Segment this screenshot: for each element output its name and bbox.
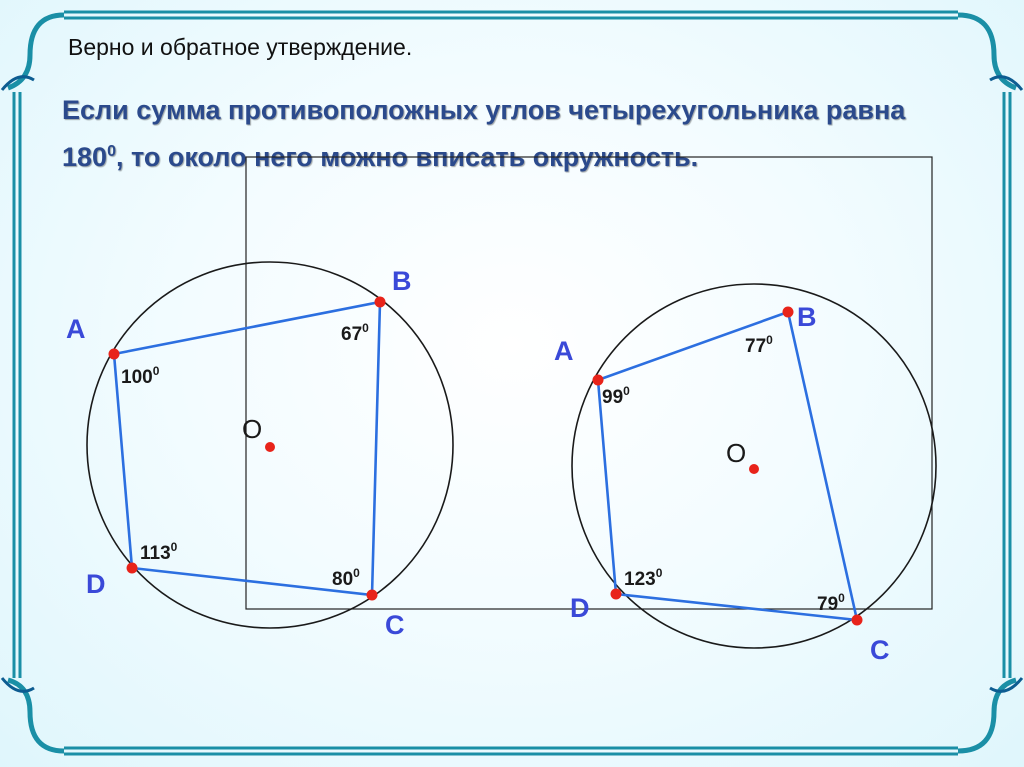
- angle-label-c: $80^0$: [332, 566, 360, 590]
- statement-part-2: , то около него можно вписать окружность.: [115, 142, 699, 172]
- center-label: O: [726, 438, 747, 468]
- statement-degree-sup: 0: [107, 143, 116, 160]
- angle-label-d: $113^0$: [140, 540, 178, 564]
- vertex-label-a: A: [554, 336, 574, 366]
- figure-2: [554, 284, 936, 665]
- angle-label-a: $99^0$: [602, 384, 630, 408]
- vertex-label-d: D: [570, 593, 590, 623]
- vertex-point-b: [375, 297, 386, 308]
- vertex-label-b: B: [392, 266, 412, 296]
- center-point: [749, 464, 759, 474]
- angle-label-d: $123^0$: [624, 566, 663, 590]
- center-point: [265, 442, 275, 452]
- angle-label-c: $79^0$: [817, 591, 845, 615]
- vertex-point-c: [367, 590, 378, 601]
- vertex-point-d: [127, 563, 138, 574]
- vertex-point-a: [109, 349, 120, 360]
- vertex-label-b: B: [797, 302, 817, 332]
- vertex-point-b: [783, 307, 794, 318]
- center-label: O: [242, 414, 263, 444]
- figure-1: [66, 262, 453, 640]
- vertex-label-d: D: [86, 569, 106, 599]
- angle-label-b: $77^0$: [745, 333, 773, 357]
- vertex-label-c: C: [870, 635, 890, 665]
- slide-heading: Верно и обратное утверждение.: [68, 34, 413, 60]
- vertex-label-c: C: [385, 610, 405, 640]
- vertex-label-a: A: [66, 314, 86, 344]
- statement-part-1: Если сумма противоположных углов четырехугольника равна 180: [62, 95, 906, 172]
- angle-label-b: $67^0$: [341, 321, 369, 345]
- vertex-point-a: [593, 375, 604, 386]
- vertex-point-c: [852, 615, 863, 626]
- vertex-point-d: [611, 589, 622, 600]
- angle-label-a: $100^0$: [121, 364, 160, 388]
